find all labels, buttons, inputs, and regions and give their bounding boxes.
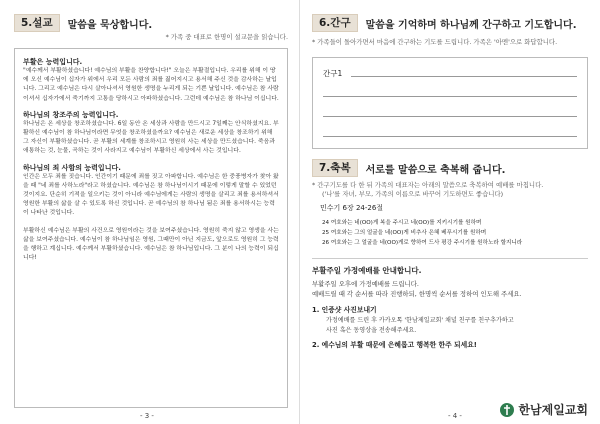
sermon-section-header [14, 14, 288, 32]
church-logo-icon [499, 402, 515, 418]
prayer-line [323, 116, 577, 117]
right-page [300, 0, 600, 424]
announcement-subtext: 사진 혹은 동영상을 전송해주세요. [326, 327, 417, 334]
section-title: 서로를 말씀으로 축복해 줍니다. [365, 164, 506, 176]
section-tag: 6.간구 [312, 14, 358, 32]
sermon-heading: 하나님의 창조주의 능력입니다. [23, 110, 119, 119]
prayer-label: 간구1 [323, 69, 343, 78]
blessing-list [312, 218, 588, 248]
sermon-paragraph: "예수께서 부활하셨습니다! 예수님의 부활을 찬양합니다!" 오늘은 부활절입니다. 우리를 위해 이 땅에 오신 예수님이 십자가 위에서 우리 모든 사람의 죄를 짊어지시고 용서해 주신 것을 감사하는 날입니다. 그리고 예수님은 다시 살아나셔서 영원한 생명을 누리게 되는 기쁜 날입니다. 예수님은 참 사람이셔서 십자가에서 죽기까지 고통을 당하시고 아파하셨습니다. 그런데 예수님은 참 하나님 이십니다. [23, 68, 279, 102]
verse-reference: 민수기 6장 24-26절 [320, 204, 384, 212]
section-note: * 가족 중 대표로 한명이 설교문을 읽습니다. [165, 33, 288, 41]
section-tag: 5.설교 [14, 14, 60, 32]
section-tag: 7.축복 [312, 159, 358, 177]
sermon-paragraph: 부활하신 예수님은 부활의 사건으로 영원이라는 것을 보여주셨습니다. 영원히 죽지 않고 영생을 사는 삶을 보여주셨습니다. 예수님이 참 하나님임은 영원, 그때만이 아닌 지금도, 앞으로도 영원히 그 능력을 행하고 계십니다. 예수께서 부활하셨습니다. 예수님은 참 하나님입니다. 그 분이 나의 능력이 되십니다! [23, 227, 279, 262]
prayer-section-header [312, 14, 588, 32]
blessing-line: 24 여호와는 네(OO)게 복을 주시고 네(OO)를 지키시기를 원하며 [322, 220, 482, 226]
prayer-line [323, 96, 577, 97]
announcement-item: 1. 인증샷 사진보내기 [312, 306, 377, 314]
sermon-heading: 부활은 능력입니다. [23, 58, 83, 66]
sermon-box [14, 48, 288, 408]
prayer-box [312, 57, 588, 149]
church-logo-text: 한남제일교회 [518, 403, 588, 417]
blessing-note: * 간구기도를 다 한 뒤 가족의 대표자는 아래의 말씀으로 축복하여 예배를 마칩니다. [312, 181, 544, 189]
church-logo [499, 401, 588, 418]
prayer-note: * 가족들이 돌아가면서 마음에 간구하는 기도를 드립니다. 가족은 '아멘'으로 화답합니다. [312, 38, 558, 46]
section-title: 말씀을 묵상합니다. [67, 19, 153, 31]
sermon-paragraph: 하나님은 온 세상을 창조하셨습니다. 6일 동안 온 세상과 사람을 만드시고 7일째는 안식하셨지요. 부활하신 예수님이 참 하나님이라면 무엇을 창조하셨을까요? 예수님은 새로운 세상을 창조하기 위해 그 자신이 부활하셨습니다. 곧 부활의 세계를 창조하시고 영원히 사는 세상을 만드셨습니다. 죽음과 애통하는 것, 눈물, 곡하는 것이 사라지고 예수님이 부활하신 세상에서 사는 것입니다. [23, 120, 279, 155]
prayer-line [351, 76, 577, 77]
announcement-text: 예배드릴 때 각 순서를 따라 진행하되, 한명씩 순서를 정하여 인도해 주세요. [312, 290, 522, 298]
announcement-title: 부활주일 가정예배를 안내합니다. [312, 266, 422, 275]
page-number: - 4 - [448, 412, 462, 420]
announcement-item: 2. 예수님의 부활 때문에 은혜롭고 행복한 한주 되세요! [312, 341, 477, 349]
blessing-line: 26 여호와는 그 얼굴을 네(OO)게로 향하여 드사 평강 주시기를 원하노라 할지니라 [322, 240, 523, 246]
announcement-text: 부활주일 오후에 가정예배를 드립니다. [312, 280, 419, 288]
announcement-subtext: 가정예배를 드린 후 카카오톡 '한남제일교회' 채널 친구를 친구추가하고 [326, 317, 514, 324]
blessing-note: ('나'를 자녀, 부모, 가족의 이름으로 바꾸어 기도하면도 좋습니다) [322, 190, 504, 198]
blessing-line: 25 여호와는 그의 얼굴을 네(OO)게 비추사 은혜 베푸시기를 원하며 [322, 230, 487, 236]
sermon-paragraph: 인간은 모두 죄를 짓습니다. 인간이기 때문에 죄를 짓고 아파합니다. 예수님은 한 중풍병자가 찾아 왔을 때 "네 죄를 사하노라"라고 하셨습니다. 예수님은 참 하나님이시기 때문에 이렇게 말할 수 있었던 것이지요. 단순히 기적을 일으키는 것이 아니라 예수님에게는 사람의 생명을 살리고 죄를 용서하셔서 영원한 부활의 삶을 살 수 있도록 하신 것입니다. 곧 예수님의 참 하나님 됨은 죄를 용서하시는 능력이 나타난 것입니다. [23, 173, 279, 217]
blessing-section-header [312, 159, 588, 177]
page-number: - 3 - [140, 412, 154, 420]
prayer-line [323, 136, 577, 137]
section-title: 말씀을 기억하며 하나님께 간구하고 기도합니다. [365, 19, 577, 31]
section-divider [312, 258, 588, 259]
sermon-heading: 하나님의 죄 사함의 능력입니다. [23, 163, 121, 172]
